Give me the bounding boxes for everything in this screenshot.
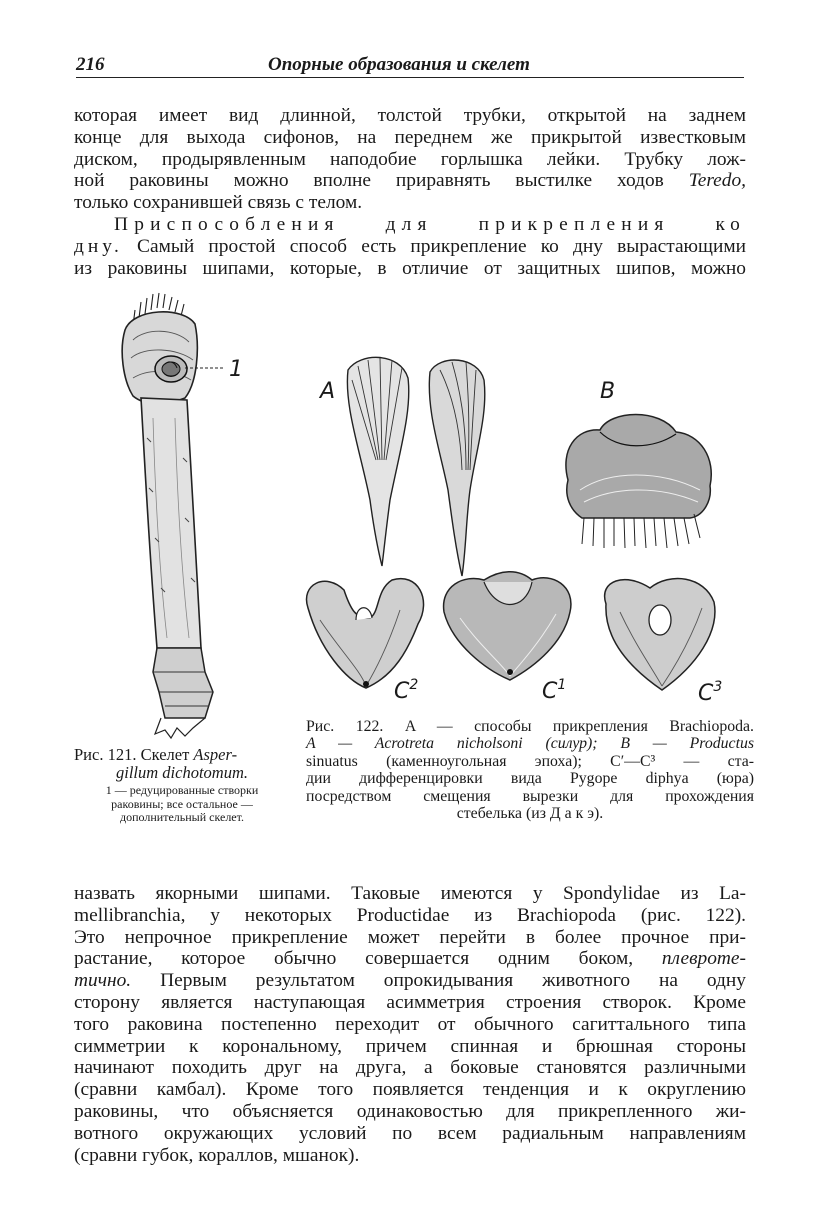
caption-line: посредством смещения вырезки для прохождения <box>306 787 754 805</box>
shell-b-productus <box>566 415 711 549</box>
heading-continuation: дну. <box>74 235 123 257</box>
section-heading: Приспособления для прикрепления ко <box>114 214 746 235</box>
text-line: тично. Первым результатом опрокидывания животного на одну <box>74 970 746 992</box>
text-line: того раковина постепенно переходит от обычного сагиттального типа <box>74 1013 746 1035</box>
caption-species-line: gillum dichotomum. <box>116 763 248 782</box>
header-rule <box>76 77 744 78</box>
text-line: только сохранившей связь с телом. <box>74 192 363 214</box>
caption-line: стебелька (из Д а к э). <box>456 805 604 823</box>
taxon-teredo: Teredo, <box>688 170 746 192</box>
shell-c2 <box>307 579 424 688</box>
text-line: которая имеет вид длинной, толстой трубки, открытой на заднем <box>74 105 746 126</box>
figure-122-label-c3: $C^3$ <box>698 679 723 706</box>
text-line: вотного окружающих условий по всем радиальным направлениям <box>74 1122 746 1144</box>
caption-title-line: Рис. 121. Скелет Asper- <box>74 745 238 764</box>
text-line: сторону является наступающая асимметрия строения створок. Кроме <box>74 991 746 1013</box>
shell-c3 <box>605 579 715 690</box>
paragraph-bottom <box>74 883 746 1166</box>
shell-c1 <box>444 572 571 680</box>
figure-121-label: 1 <box>229 357 243 382</box>
text-line: из раковины шипами, которые, в отличие от защитных шипов, можно <box>74 257 746 279</box>
figure-122-brachiopods <box>300 350 740 705</box>
text-line: растание, которое обычно совершается одним боком, плевроте- <box>74 948 746 970</box>
shell-a-right <box>429 360 485 576</box>
term-pleurotematic: плевроте- <box>661 948 746 970</box>
text-line <box>74 236 746 258</box>
text-fragment: Самый простой способ есть прикрепление ко дну вырастающими <box>122 235 746 257</box>
text-line: (сравни камбал). Кроме того появляется тенденция и к округлению <box>74 1079 746 1101</box>
text-line: начинают походить друг на друга, а боковые становятся различными <box>74 1057 746 1079</box>
figure-122-label-a: A <box>320 379 336 404</box>
page-number: 216 <box>76 54 105 75</box>
shell-a-left <box>347 357 408 566</box>
text-line: диском, продырявленным наподобие горлышка лейки. Трубку лож- <box>74 148 746 170</box>
caption-line: A — Acrotreta nicholsoni (силур); B — Productus <box>306 735 754 753</box>
caption-line: Рис. 122. A — способы прикрепления Brachiopoda. <box>306 718 754 735</box>
text-line: раковины, что объясняется одинаковостью для прикрепленного жи- <box>74 1100 746 1122</box>
figure-122-label-b: B <box>600 379 616 404</box>
figure-122-label-c2: $C^2$ <box>394 677 419 704</box>
caption-line: дии дифференцировки вида Pygope diphya (юра) <box>306 770 754 788</box>
text-fragment: ной раковины можно вполне приравнять выстилке ходов <box>74 170 664 192</box>
running-title: Опорные образования и скелет <box>268 54 530 75</box>
text-line: назвать якорными шипами. Таковые имеются у Spondylidae из La- <box>74 883 746 904</box>
figure-121-caption <box>74 746 290 825</box>
figure-122-label-c1: $C^1$ <box>542 677 567 704</box>
paragraph-top <box>74 105 746 214</box>
paragraph-attachment <box>74 214 746 279</box>
text-line: конце для выхода сифонов, на переднем же прикрытой известковым <box>74 126 746 148</box>
text-line: mellibranchia, у некоторых Productidae из Brachiopoda (рис. 122). <box>74 904 746 926</box>
caption-line: sinuatus (каменноугольная эпоха); C′—C³ — ста- <box>306 752 754 770</box>
text-line: Это непрочное прикрепление может перейти в более прочное при- <box>74 926 746 948</box>
caption-legend: 1 — редуцированные створки раковины; все остальное — дополнительный скелет. <box>105 783 259 824</box>
text-line: (сравни губок, кораллов, мшанок). <box>74 1144 360 1166</box>
text-line <box>74 170 746 192</box>
text-line: симметрии к корональному, причем спинная и брюшная стороны <box>74 1035 746 1057</box>
figure-122-caption <box>306 718 754 822</box>
figure-121-aspergillum <box>105 288 265 743</box>
